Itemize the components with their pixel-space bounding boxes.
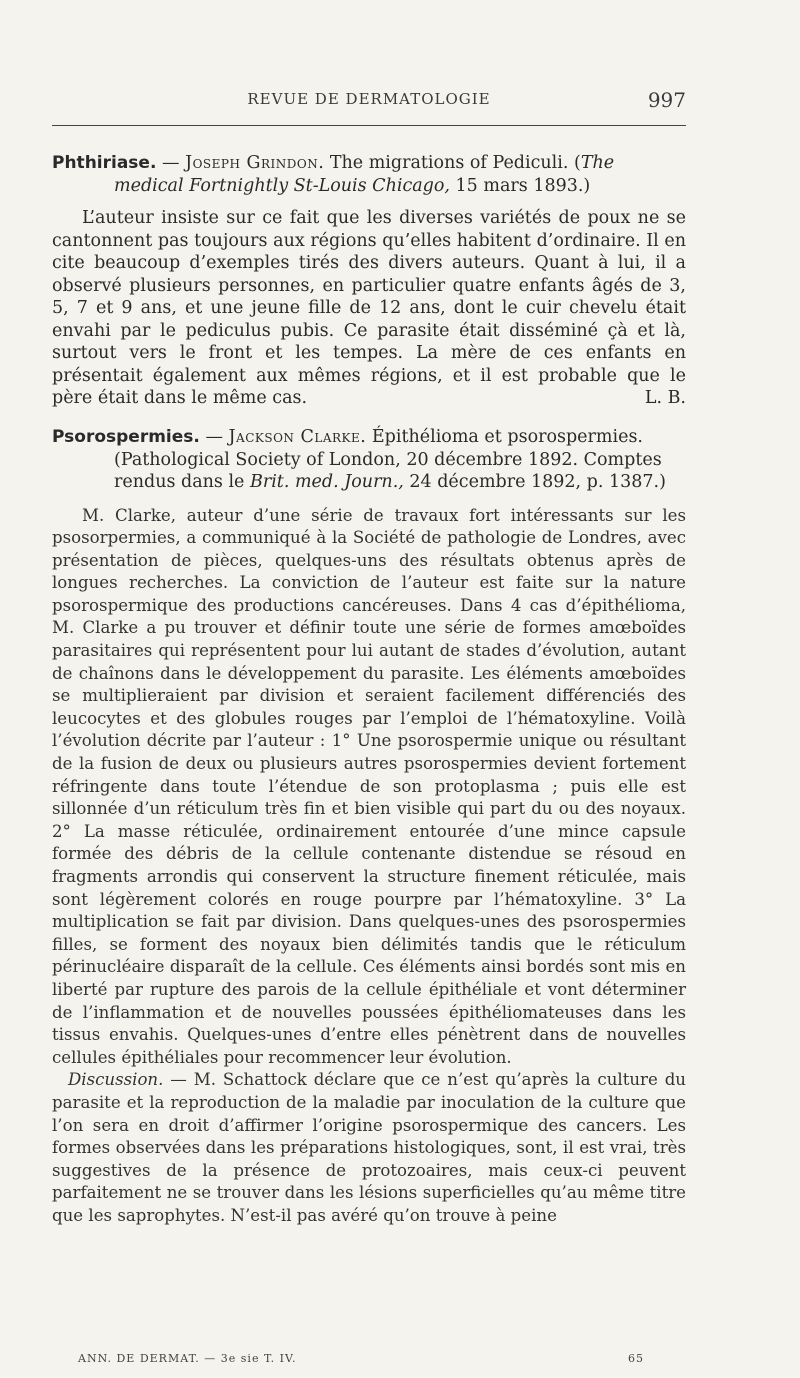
article-journal: The medical Fortnightly St-Louis Chicago, xyxy=(114,153,615,196)
article-body: M. Clarke, auteur d’une série de travaux fort intéressants sur les psosorpermies, a communiqué à la Société de pathologie de Londres, avec présentation de pièces, quelques-uns des résultats obtenus après de longues recherches. La conviction de l’auteur est faite sur la nature psorospermique des productions cancéreuses. Dans 4 cas d’épithélioma, M. Clarke a pu trouver et définir toute une série de formes amœboïdes parasitaires qui représentent pour lui autant de stades d’évolution, autant de chaînons dans le développement du parasite. Les éléments amœboïdes se multiplieraient par division et seraient facilement différenciés des leucocytes et des globules rouges par l’emploi de l’hématoxyline. Voilà l’évolution décrite par l’auteur : 1° Une psorospermie unique ou résultant de la fusion de deux ou plusieurs autres psorospermies devient fortement réfringente dans toute l’étendue de son protoplasma ; puis elle est sillonnée d’un réticulum très fin et bien visible qui part du ou des noyaux. 2° La masse réticulée, ordinairement entourée d’une mince capsule formée des débris de la cellule contenante distendue se résoud en fragments arrondis qui conservent la structure finement réticulée, mais sont légèrement colorés en rouge pourpre par l’hématoxyline. 3° La multiplication se fait par division. Dans quelques-unes des psorospermies filles, se forment des noyaux bien délimités tandis que le réticulum périnucléaire disparaît de la cellule. Ces éléments ainsi bordés sont mis en liberté par rupture des parois de la cellule épithéliale et vont déterminer de l’inflammation et de nouvelles poussées épithéliomateuses dans les tissus envahis. Quelques-unes d’entre elles pénètrent dans de nouvelles cellules épithéliales pour recommencer leur évolution. xyxy=(52,505,686,1067)
discussion-paragraph xyxy=(52,1069,686,1227)
page-footer xyxy=(78,1352,644,1365)
article-phthiriase xyxy=(52,152,686,410)
article-journal: Brit. med. Journ., xyxy=(249,472,404,492)
article-body xyxy=(52,207,686,410)
article-date: 15 mars 1893.) xyxy=(449,175,591,196)
footer-signature-line: ANN. DE DERMAT. — 3e sie T. IV. xyxy=(78,1352,297,1365)
article-signature: L. B. xyxy=(644,388,686,408)
article-title: The migrations of Pediculi. ( xyxy=(324,153,581,173)
running-head xyxy=(52,88,686,118)
journal-title: REVUE DE DERMATOLOGIE xyxy=(247,90,491,108)
article-psorospermies xyxy=(52,426,686,1228)
header-rule xyxy=(52,125,686,126)
article-body-text: L’auteur insiste sur ce fait que les diverses variétés de poux ne se cantonnent pas toujours aux régions qu’elles habitent d’ordinaire. Il en cite beaucoup d’exemples tirés des divers auteurs. Quant à lui, il a observé plusieurs personnes, en particulier quatre enfants âgés de 3, 5, 7 et 9 ans, et une jeune fille de 12 ans, dont le cuir chevelu était envahi par le pediculus pubis. Ce parasite était disséminé çà et là, surtout vers le front et les tempes. La mère de ces enfants en présentait également aux mêmes régions, et il est probable que le père était dans le même cas. xyxy=(52,208,686,408)
article-heading xyxy=(52,152,686,197)
article-heading xyxy=(52,426,686,494)
heading-dash: — xyxy=(199,427,229,447)
discussion-label: Discussion. xyxy=(68,1070,164,1090)
article-title: Épithélioma et psorospermies. (Pathological Society of London, 20 décembre 1892. Comptes rendus dans le xyxy=(114,427,662,492)
article-author: Joseph Grindon. xyxy=(185,153,325,173)
article-author: Jackson Clarke. xyxy=(228,427,367,447)
article-keyword: Phthiriase. xyxy=(52,153,157,173)
page-number: 997 xyxy=(647,88,686,112)
discussion-text: — M. Schattock déclare que ce n’est qu’après la culture du parasite et la reproduction de la maladie par inoculation de la culture que l’on sera en droit d’affirmer l’origine psorospermique des cancers. Les formes observées dans les préparations histologiques, sont, il est vrai, très suggestives de la présence de protozoaires, mais ceux-ci peuvent parfaitement ne se trouver dans les lésions superficielles qu’au même titre que les saprophytes. N’est-il pas avéré qu’on trouve à peine xyxy=(52,1070,686,1225)
article-date: 24 décembre 1892, p. 1387.) xyxy=(403,472,666,492)
article-keyword: Psorospermies. xyxy=(52,427,200,447)
footer-sheet-number: 65 xyxy=(628,1352,644,1365)
heading-dash: — xyxy=(156,153,186,173)
